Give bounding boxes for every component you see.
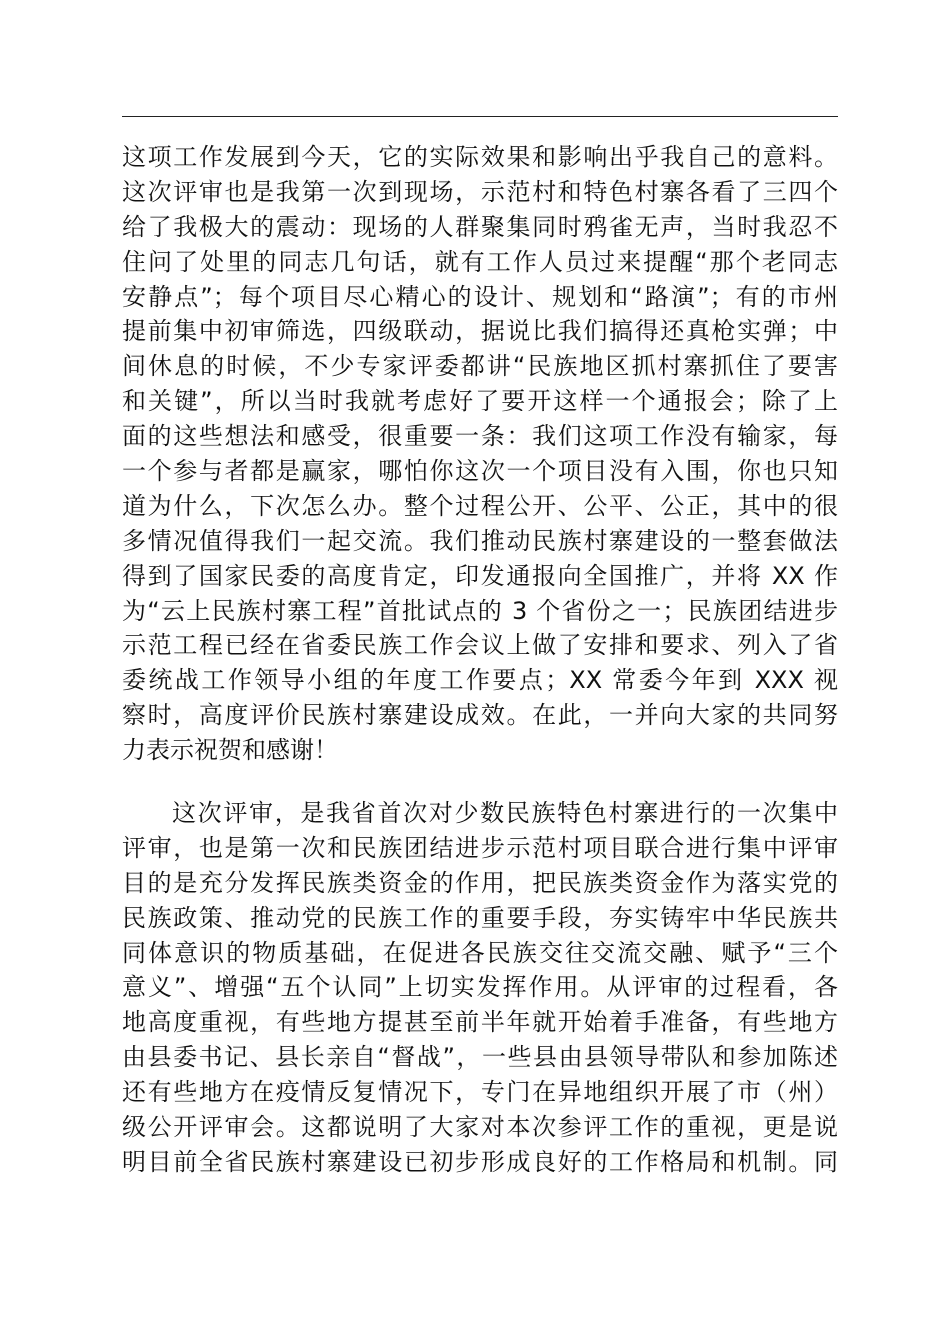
paragraph-2 <box>122 796 838 1180</box>
text-line: 为“云上民族村寨工程”首批试点的 3 个省份之一；民族团结进步 <box>122 596 838 625</box>
text-line: 和关键”，所以当时我就考虑好了要开这样一个通报会；除了上 <box>122 387 838 416</box>
text-line: 地高度重视，有些地方提甚至前半年就开始着手准备，有些地方 <box>122 1008 838 1037</box>
text-line: 意义”、增强“五个认同”上切实发挥作用。从评审的过程看，各 <box>122 973 838 1002</box>
text-line: 这项工作发展到今天，它的实际效果和影响出乎我自己的意料。 <box>122 143 838 171</box>
header-rule <box>122 116 838 117</box>
paragraph-spacer <box>122 768 838 796</box>
text-line: 提前集中初审筛选，四级联动，据说比我们搞得还真枪实弹；中 <box>122 317 838 346</box>
text-line: 力表示祝贺和感谢！ <box>122 736 338 765</box>
text-line: 评审，也是第一次和民族团结进步示范村项目联合进行集中评审 <box>122 833 838 862</box>
text-line: 道为什么，下次怎么办。整个过程公开、公平、公正，其中的很 <box>122 491 838 520</box>
document-body <box>122 140 838 1180</box>
text-line: 住问了处里的同志几句话，就有工作人员过来提醒“那个老同志 <box>122 247 838 276</box>
text-line: 一个参与者都是赢家，哪怕你这次一个项目没有入围，你也只知 <box>122 457 838 486</box>
text-line: 给了我极大的震动：现场的人群聚集同时鸦雀无声，当时我忍不 <box>122 212 838 241</box>
text-line: 还有些地方在疫情反复情况下，专门在异地组织开展了市（州） <box>122 1078 838 1107</box>
text-line: 委统战工作领导小组的年度工作要点；XX 常委今年到 XXX 视 <box>122 666 838 695</box>
text-line: 民族政策、推动党的民族工作的重要手段，夯实铸牢中华民族共 <box>122 903 838 932</box>
paragraph-1 <box>122 140 838 768</box>
text-line: 明目前全省民族村寨建设已初步形成良好的工作格局和机制。同 <box>122 1147 838 1176</box>
text-line: 安静点”；每个项目尽心精心的设计、规划和“路演”；有的市州 <box>122 282 838 311</box>
text-line: 同体意识的物质基础，在促进各民族交往交流交融、赋予“三个 <box>122 938 838 967</box>
text-line: 得到了国家民委的高度肯定，印发通报向全国推广，并将 XX 作 <box>122 561 838 590</box>
text-line: 目的是充分发挥民族类资金的作用，把民族类资金作为落实党的 <box>122 868 838 897</box>
text-line: 面的这些想法和感受，很重要一条：我们这项工作没有输家，每 <box>122 422 838 451</box>
text-line: 示范工程已经在省委民族工作会议上做了安排和要求、列入了省 <box>122 631 838 660</box>
text-line: 多情况值得我们一起交流。我们推动民族村寨建设的一整套做法 <box>122 526 838 555</box>
text-line: 察时，高度评价民族村寨建设成效。在此，一并向大家的共同努 <box>122 701 838 730</box>
text-line: 这次评审也是我第一次到现场，示范村和特色村寨各看了三四个 <box>122 177 838 206</box>
text-line: 由县委书记、县长亲自“督战”，一些县由县领导带队和参加陈述 <box>122 1043 838 1072</box>
text-line: 间休息的时候，不少专家评委都讲“民族地区抓村寨抓住了要害 <box>122 352 838 381</box>
text-line: 这次评审，是我省首次对少数民族特色村寨进行的一次集中 <box>172 799 838 828</box>
text-line: 级公开评审会。这都说明了大家对本次参评工作的重视，更是说 <box>122 1113 838 1142</box>
